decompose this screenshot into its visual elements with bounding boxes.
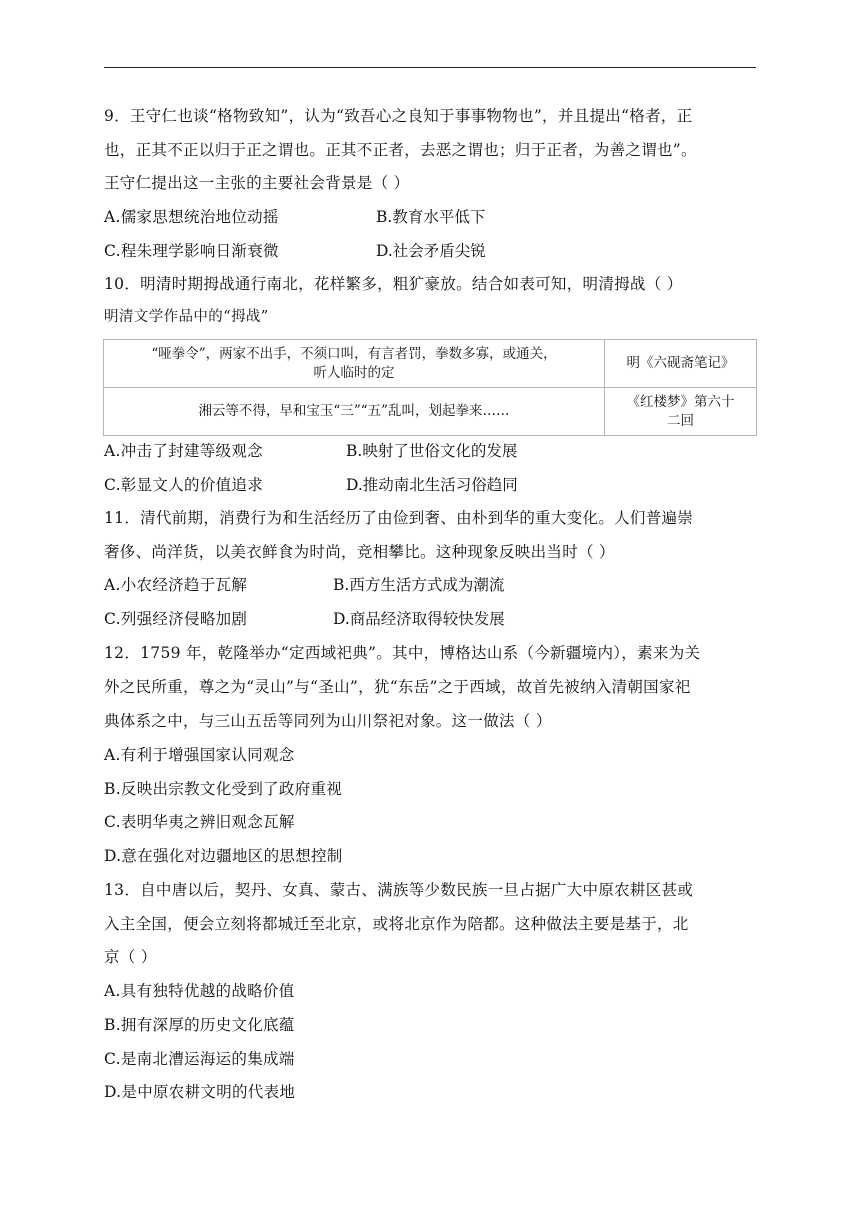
question-10-option-c[interactable]: C.彰显文人的价值追求 — [104, 476, 264, 494]
question-13-option-d[interactable]: D.是中原农耕文明的代表地 — [104, 1083, 296, 1101]
question-9-option-a[interactable]: A.儒家思想统治地位动摇 — [104, 208, 279, 226]
question-13-option-a[interactable]: A.具有独特优越的战略价值 — [104, 982, 295, 1000]
question-11-option-c[interactable]: C.列强经济侵略加剧 — [104, 610, 248, 628]
table-cell-source: 《红楼梦》第六十 二回 — [605, 388, 757, 436]
header-rule — [104, 67, 756, 68]
table-cell-content: 湘云等不得，早和宝玉“三”“五”乱叫，划起拳来…… — [104, 388, 605, 436]
question-12-stem-line-3: 典体系之中，与三山五岳等同列为山川祭祀对象。这一做法（ ） — [104, 712, 552, 730]
table-title: 明清文学作品中的“拇战” — [104, 309, 269, 325]
table-cell-content: “哑拳令”，两家不出手，不须口叫，有言者罚，拳数多寡，或通关， 听人临时的定 — [104, 340, 605, 388]
question-12-option-d[interactable]: D.意在强化对边疆地区的思想控制 — [104, 847, 343, 865]
question-13-option-c[interactable]: C.是南北漕运海运的集成端 — [104, 1050, 295, 1068]
question-10-option-b[interactable]: B.映射了世俗文化的发展 — [346, 442, 518, 460]
question-12-option-b[interactable]: B.反映出宗教文化受到了政府重视 — [104, 780, 343, 798]
question-12-option-a[interactable]: A.有利于增强国家认同观念 — [104, 746, 295, 764]
source-table — [103, 339, 757, 436]
question-13-stem-line-3: 京（ ） — [104, 948, 157, 966]
question-12-stem-line-1: 12．1759 年，乾隆举办“定西域祀典”。其中，博格达山系（今新疆境内），素来为关 — [104, 644, 701, 662]
question-11-stem-line-2: 奢侈、尚洋货，以美衣鲜食为时尚，竞相攀比。这种现象反映出当时（ ） — [104, 543, 615, 561]
question-9-stem-line-1: 9．王守仁也谈“格物致知”，认为“致吾心之良知于事事物物也”，并且提出“格者，正 — [104, 107, 693, 125]
question-11-stem-line-1: 11．清代前期，消费行为和生活经历了由俭到奢、由朴到华的重大变化。人们普遍崇 — [104, 509, 694, 527]
question-11-option-b[interactable]: B.西方生活方式成为潮流 — [333, 576, 505, 594]
question-12-option-c[interactable]: C.表明华夷之辨旧观念瓦解 — [104, 813, 295, 831]
table-row — [104, 388, 757, 436]
question-13-option-b[interactable]: B.拥有深厚的历史文化底蕴 — [104, 1016, 295, 1034]
question-10-option-d[interactable]: D.推动南北生活习俗趋同 — [346, 476, 518, 494]
question-10-stem: 10．明清时期拇战通行南北，花样繁多，粗犷豪放。结合如表可知，明清拇战（ ） — [104, 275, 683, 293]
table-row — [104, 340, 757, 388]
question-12-stem-line-2: 外之民所重，尊之为“灵山”与“圣山”，犹“东岳”之于西域，故首先被纳入清朝国家祀 — [104, 678, 691, 696]
question-13-stem-line-2: 入主全国，便会立刻将都城迁至北京，或将北京作为陪都。这种做法主要是基于，北 — [104, 915, 689, 933]
question-13-stem-line-1: 13．自中唐以后，契丹、女真、蒙古、满族等少数民族一旦占据广大中原农耕区甚或 — [104, 881, 694, 899]
table-cell-source: 明《六砚斋笔记》 — [605, 340, 757, 388]
question-11-option-a[interactable]: A.小农经济趋于瓦解 — [104, 576, 248, 594]
question-9-option-b[interactable]: B.教育水平低下 — [376, 208, 486, 226]
question-9-option-d[interactable]: D.社会矛盾尖锐 — [376, 242, 486, 260]
question-9-option-c[interactable]: C.程朱理学影响日渐衰微 — [104, 242, 279, 260]
question-9-stem-line-3: 王守仁提出这一主张的主要社会背景是（ ） — [104, 174, 410, 192]
question-10-option-a[interactable]: A.冲击了封建等级观念 — [104, 442, 263, 460]
question-9-stem-line-2: 也，正其不正以归于正之谓也。正其不正者，去恶之谓也；归于正者，为善之谓也”。 — [104, 141, 697, 159]
question-11-option-d[interactable]: D.商品经济取得较快发展 — [333, 610, 505, 628]
